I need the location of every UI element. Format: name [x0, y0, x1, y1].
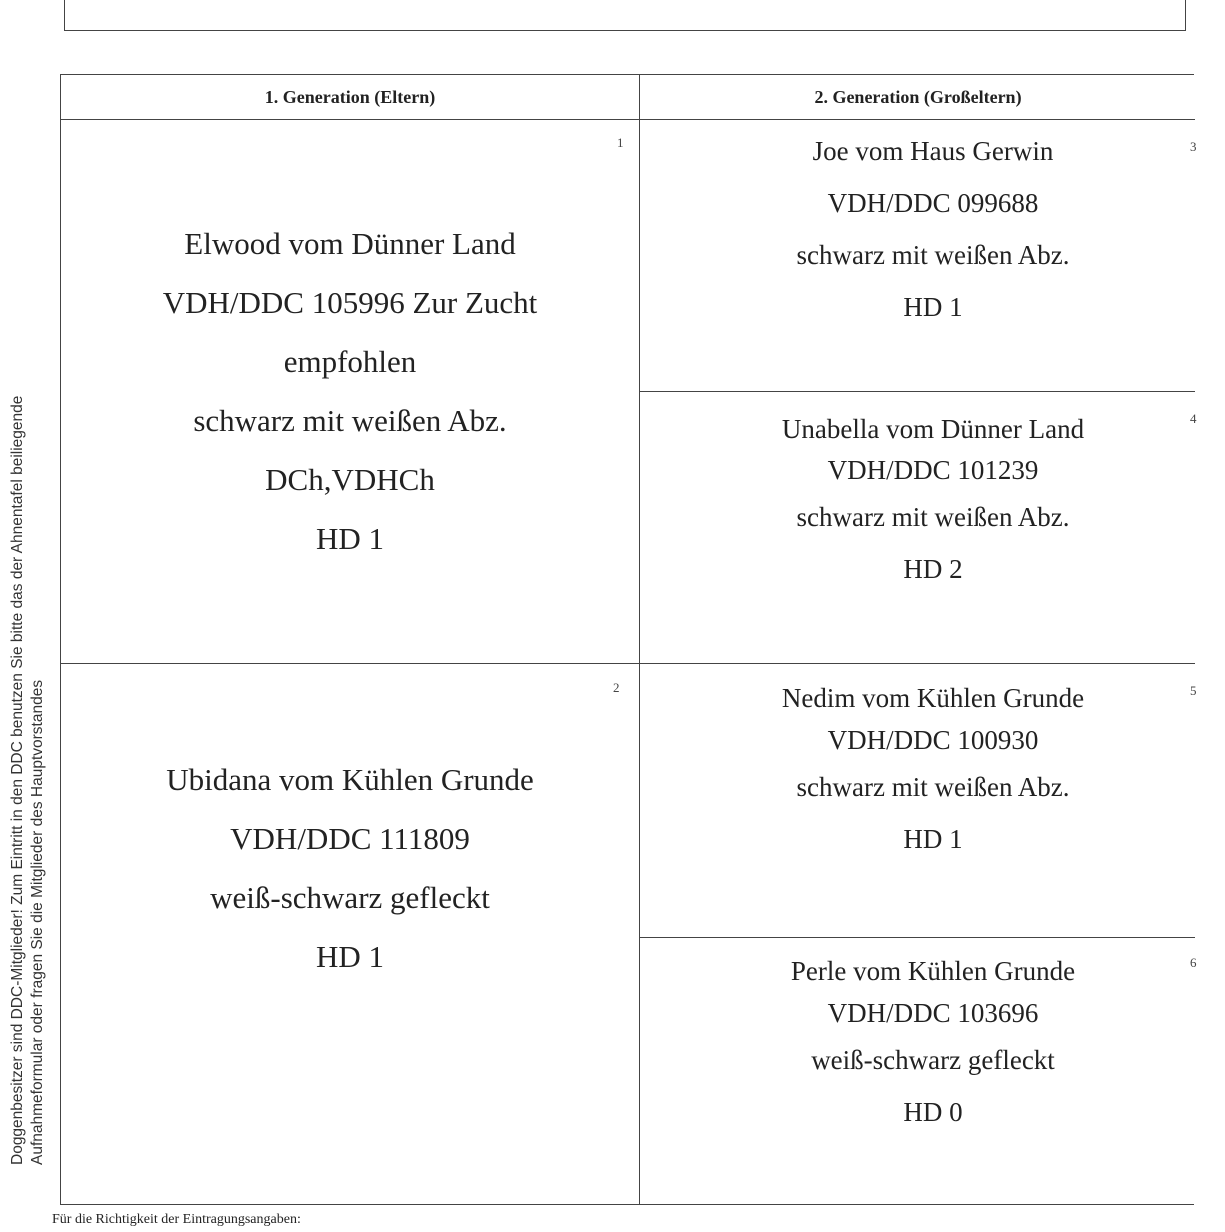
gp-6-cell — [641, 950, 1225, 1138]
parent-1-color: schwarz mit weißen Abz. — [193, 403, 507, 438]
gp-divider-2 — [639, 937, 1195, 938]
side-note — [8, 165, 68, 1165]
parent-1-cell — [61, 214, 639, 568]
parent-2-color: weiß-schwarz gefleckt — [210, 880, 490, 915]
gp-3-reg: VDH/DDC 099688 — [827, 188, 1039, 218]
side-note-line-2: Aufnahmeformular oder fragen Sie die Mitglieder des Hauptvorstandes — [29, 679, 46, 1165]
header-divider — [61, 119, 1195, 120]
header-gen2: 2. Generation (Großeltern) — [814, 86, 1022, 107]
gp-6-color: weiß-schwarz gefleckt — [811, 1045, 1055, 1075]
gp-4-cell — [641, 409, 1225, 595]
parent-1-name: Elwood vom Dünner Land — [184, 226, 516, 261]
gp-6-reg: VDH/DDC 103696 — [827, 998, 1039, 1028]
parent-2-number: 2 — [613, 680, 620, 695]
parent-2-hd: HD 1 — [315, 939, 385, 974]
gp-5-reg: VDH/DDC 100930 — [827, 725, 1039, 755]
parent-1-note: empfohlen — [283, 344, 417, 379]
gp-divider-1 — [639, 391, 1195, 392]
gp-4-color: schwarz mit weißen Abz. — [796, 502, 1070, 532]
parent-1-reg: VDH/DDC 105996 Zur Zucht — [162, 285, 538, 320]
gp-6-name: Perle vom Kühlen Grunde — [790, 956, 1076, 986]
gp-5-hd: HD 1 — [903, 824, 963, 854]
gp-5-color: schwarz mit weißen Abz. — [796, 772, 1070, 802]
gp-6-hd: HD 0 — [903, 1097, 963, 1127]
parent-1-titles: DCh,VDHCh — [265, 462, 435, 497]
pedigree-table — [60, 74, 1197, 1205]
footer-certification: Für die Richtigkeit der Eintragungsangaben: — [52, 1212, 301, 1227]
gp-3-number: 3 — [1190, 139, 1197, 154]
gp-3-name: Joe vom Haus Gerwin — [812, 136, 1054, 166]
parent-1-hd: HD 1 — [315, 521, 385, 556]
gp-3-hd: HD 1 — [903, 292, 963, 322]
gp-3-color: schwarz mit weißen Abz. — [796, 240, 1070, 270]
gp-5-cell — [641, 677, 1225, 865]
parent-2-reg: VDH/DDC 111809 — [230, 821, 470, 856]
header-gen1: 1. Generation (Eltern) — [264, 86, 436, 107]
side-note-line-1: Doggenbesitzer sind DDC-Mitglieder! Zum Eintritt in den DDC benutzen Sie bitte das der Ahnentafel beiliegende — [9, 395, 26, 1165]
gp-4-name: Unabella vom Dünner Land — [781, 414, 1085, 444]
parent-divider — [61, 663, 1195, 664]
gp-4-hd: HD 2 — [903, 554, 963, 584]
parent-2-name: Ubidana vom Kühlen Grunde — [166, 762, 534, 797]
gp-3-cell — [641, 125, 1225, 333]
top-frame — [64, 0, 1186, 31]
parent-1-number: 1 — [617, 135, 624, 150]
gp-5-name: Nedim vom Kühlen Grunde — [781, 683, 1085, 713]
gp-4-reg: VDH/DDC 101239 — [827, 455, 1039, 485]
gp-5-number: 5 — [1190, 683, 1197, 698]
column-divider — [639, 75, 640, 1204]
parent-2-cell — [61, 750, 639, 986]
gp-6-number: 6 — [1190, 955, 1197, 970]
gp-4-number: 4 — [1190, 411, 1197, 426]
